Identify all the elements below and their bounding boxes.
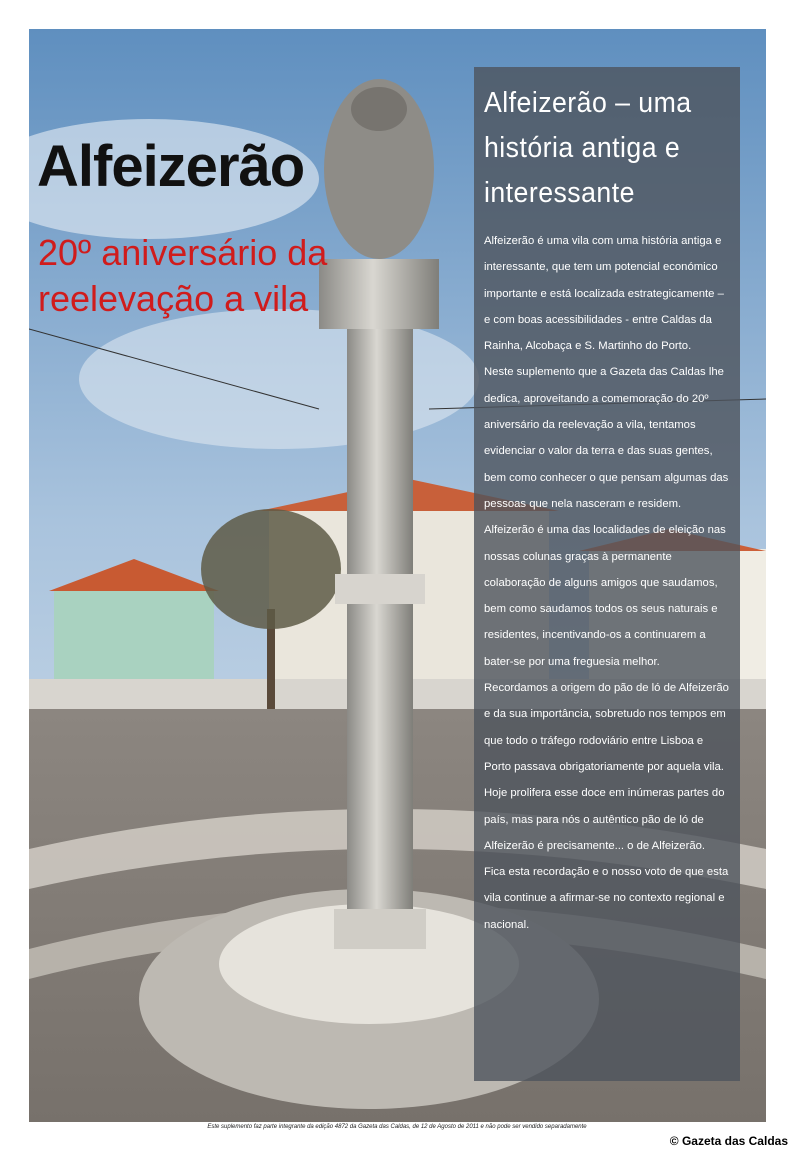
page-subtitle: 20º aniversário da reelevação a vila bbox=[38, 232, 328, 319]
article-paragraph: Alfeizerão é uma vila com uma história antiga e interessante, que tem um potencial económico importante e está localizada estrategicamente – e com boas acessibilidades - entre Caldas da Rainha, Alcobaça e S. Martinho do Porto. bbox=[484, 235, 724, 353]
article-paragraph: Alfeizerão é uma das localidades de eleição nas nossas colunas graças à permanente colaboração de alguns amigos que saudamos, bem como saudamos todos os seus naturais e residentes, incentivando-os a continuarem a bater-se por uma freguesia melhor. bbox=[484, 524, 726, 668]
page-title: Alfeizerão bbox=[37, 134, 305, 199]
article-paragraph: Recordamos a origem do pão de ló de Alfeizerão e da sua importância, sobretudo nos tempos em que todo o tráfego rodoviário entre Lisboa e Porto passava obrigatoriamente por aquela vila. Hoje prolifera esse doce em inúmeras partes do país, mas para nós o autêntico pão de ló de Alfeizerão é precisamente... o de Alfeizerão. bbox=[484, 682, 729, 852]
article-panel bbox=[474, 67, 740, 1081]
copyright-credit: © Gazeta das Caldas bbox=[669, 1134, 788, 1148]
edition-note: Este suplemento faz parte integrante da edição 4872 da Gazeta das Caldas, de 12 de Agosto de 2011 e não pode ser vendido separadamente bbox=[207, 1124, 587, 1130]
article-paragraph: Fica esta recordação e o nosso voto de que esta vila continue a afirmar-se no contexto regional e nacional. bbox=[484, 866, 729, 931]
article-paragraph: Neste suplemento que a Gazeta das Caldas lhe dedica, aproveitando a comemoração do 20º aniversário da reelevação a vila, tentamos evidenciar o valor da terra e das suas gentes, bem como conhecer o que pensam algumas das pessoas que nela nasceram e residem. bbox=[484, 366, 729, 510]
article-headline: Alfeizerão – uma história antiga e interessante bbox=[484, 87, 692, 209]
